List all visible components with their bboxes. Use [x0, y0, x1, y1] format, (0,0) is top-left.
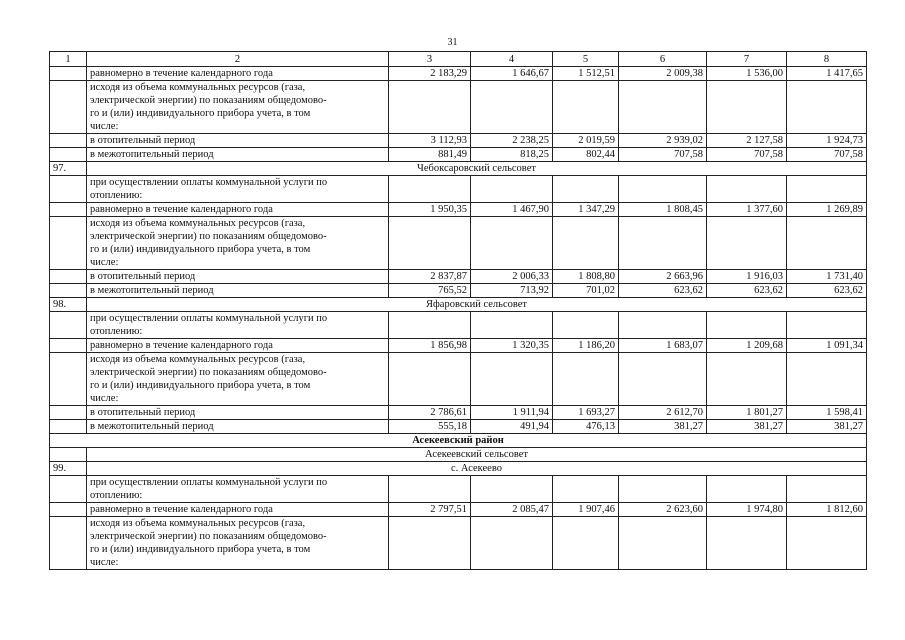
- header-cell: 3: [389, 52, 471, 67]
- tariff-table: [49, 51, 867, 570]
- table-row: [50, 148, 867, 162]
- description-line: го и (или) индивидуального прибора учета, в том: [90, 380, 311, 391]
- value-cell: 2 019,59: [553, 134, 619, 148]
- header-cell: 2: [87, 52, 389, 67]
- value-cell: 2 127,58: [707, 134, 787, 148]
- value-cell: 476,13: [553, 420, 619, 434]
- value-cell: 1 950,35: [389, 203, 471, 217]
- value-cell: [707, 517, 787, 570]
- value-cell: 1 091,34: [787, 339, 867, 353]
- value-cell: 1 974,80: [707, 503, 787, 517]
- value-cell: [707, 353, 787, 406]
- description-cell: [87, 176, 389, 203]
- row-number-cell: [50, 503, 87, 517]
- value-cell: [787, 312, 867, 339]
- value-cell: 2 183,29: [389, 67, 471, 81]
- header-row: [50, 52, 867, 67]
- description-cell: в межотопительный период: [87, 284, 389, 298]
- value-cell: 1 911,94: [471, 406, 553, 420]
- description-line: исходя из объема коммунальных ресурсов (газа,: [90, 518, 306, 529]
- header-cell: 6: [619, 52, 707, 67]
- text-row: [50, 81, 867, 134]
- value-cell: 2 009,38: [619, 67, 707, 81]
- row-number-cell: [50, 67, 87, 81]
- header-cell: 5: [553, 52, 619, 67]
- description-line: го и (или) индивидуального прибора учета, в том: [90, 544, 311, 555]
- row-number-cell: [50, 81, 87, 134]
- value-cell: [787, 176, 867, 203]
- value-cell: [471, 517, 553, 570]
- description-line: го и (или) индивидуального прибора учета, в том: [90, 244, 311, 255]
- description-line: при осуществлении оплаты коммунальной услуги по: [90, 177, 328, 188]
- value-cell: 491,94: [471, 420, 553, 434]
- description-line: исходя из объема коммунальных ресурсов (газа,: [90, 82, 306, 93]
- description-line: числе:: [90, 393, 119, 404]
- description-line: электрической энергии) по показаниям общедомово-: [90, 95, 327, 106]
- description-line: при осуществлении оплаты коммунальной услуги по: [90, 313, 328, 324]
- value-cell: [471, 81, 553, 134]
- description-line: электрической энергии) по показаниям общедомово-: [90, 367, 327, 378]
- value-cell: 701,02: [553, 284, 619, 298]
- value-cell: 381,27: [619, 420, 707, 434]
- description-line: числе:: [90, 257, 119, 268]
- text-row: [50, 176, 867, 203]
- value-cell: 1 536,00: [707, 67, 787, 81]
- value-cell: 1 683,07: [619, 339, 707, 353]
- text-row: [50, 353, 867, 406]
- description-line: числе:: [90, 557, 119, 568]
- description-line: отоплению:: [90, 326, 143, 337]
- value-cell: 707,58: [619, 148, 707, 162]
- value-cell: [389, 353, 471, 406]
- table-row: [50, 503, 867, 517]
- section-title-cell: Чебоксаровский сельсовет: [87, 162, 867, 176]
- value-cell: 713,92: [471, 284, 553, 298]
- value-cell: [471, 476, 553, 503]
- text-row: [50, 217, 867, 270]
- value-cell: 1 924,73: [787, 134, 867, 148]
- row-number-cell: [50, 420, 87, 434]
- district-row: [50, 434, 867, 448]
- description-line: электрической энергии) по показаниям общедомово-: [90, 231, 327, 242]
- value-cell: [619, 81, 707, 134]
- table-row: [50, 406, 867, 420]
- row-number-cell: [50, 517, 87, 570]
- subsection-title-cell: Асекеевский сельсовет: [87, 448, 867, 462]
- value-cell: [787, 217, 867, 270]
- value-cell: 3 112,93: [389, 134, 471, 148]
- text-row: [50, 312, 867, 339]
- row-number-cell: [50, 134, 87, 148]
- description-cell: [87, 217, 389, 270]
- value-cell: 381,27: [707, 420, 787, 434]
- value-cell: 555,18: [389, 420, 471, 434]
- value-cell: 1 377,60: [707, 203, 787, 217]
- description-cell: равномерно в течение календарного года: [87, 339, 389, 353]
- value-cell: 381,27: [787, 420, 867, 434]
- header-cell: 1: [50, 52, 87, 67]
- row-number-cell: [50, 339, 87, 353]
- value-cell: 1 269,89: [787, 203, 867, 217]
- table-row: [50, 339, 867, 353]
- value-cell: [389, 312, 471, 339]
- value-cell: [553, 476, 619, 503]
- description-line: отоплению:: [90, 190, 143, 201]
- section-row: [50, 162, 867, 176]
- district-title-cell: Асекеевский район: [50, 434, 867, 448]
- value-cell: [619, 312, 707, 339]
- value-cell: 2 797,51: [389, 503, 471, 517]
- value-cell: 1 598,41: [787, 406, 867, 420]
- row-number-cell: [50, 270, 87, 284]
- value-cell: 707,58: [707, 148, 787, 162]
- section-number-cell: 97.: [50, 162, 87, 176]
- value-cell: [553, 517, 619, 570]
- value-cell: 1 417,65: [787, 67, 867, 81]
- description-cell: [87, 476, 389, 503]
- value-cell: 1 693,27: [553, 406, 619, 420]
- value-cell: 623,62: [787, 284, 867, 298]
- table-row: [50, 270, 867, 284]
- description-line: числе:: [90, 121, 119, 132]
- value-cell: [471, 217, 553, 270]
- value-cell: [619, 517, 707, 570]
- value-cell: 2 006,33: [471, 270, 553, 284]
- section-title-cell: Яфаровский сельсовет: [87, 298, 867, 312]
- row-number-cell: [50, 312, 87, 339]
- value-cell: [707, 476, 787, 503]
- value-cell: [619, 176, 707, 203]
- value-cell: [389, 81, 471, 134]
- row-number-cell: [50, 203, 87, 217]
- row-number-cell: [50, 176, 87, 203]
- value-cell: 1 209,68: [707, 339, 787, 353]
- value-cell: 1 907,46: [553, 503, 619, 517]
- description-cell: [87, 81, 389, 134]
- description-cell: [87, 353, 389, 406]
- description-line: го и (или) индивидуального прибора учета, в том: [90, 108, 311, 119]
- value-cell: [389, 476, 471, 503]
- value-cell: [553, 176, 619, 203]
- description-line: электрической энергии) по показаниям общедомово-: [90, 531, 327, 542]
- description-cell: в отопительный период: [87, 134, 389, 148]
- value-cell: 1 801,27: [707, 406, 787, 420]
- description-line: при осуществлении оплаты коммунальной услуги по: [90, 477, 328, 488]
- value-cell: [619, 217, 707, 270]
- value-cell: [471, 176, 553, 203]
- description-line: исходя из объема коммунальных ресурсов (газа,: [90, 354, 306, 365]
- value-cell: [619, 476, 707, 503]
- row-number-cell: [50, 476, 87, 503]
- description-cell: равномерно в течение календарного года: [87, 67, 389, 81]
- description-cell: равномерно в течение календарного года: [87, 203, 389, 217]
- value-cell: 2 663,96: [619, 270, 707, 284]
- value-cell: 1 731,40: [787, 270, 867, 284]
- description-line: исходя из объема коммунальных ресурсов (газа,: [90, 218, 306, 229]
- value-cell: 1 812,60: [787, 503, 867, 517]
- value-cell: 802,44: [553, 148, 619, 162]
- description-cell: в отопительный период: [87, 270, 389, 284]
- value-cell: [787, 353, 867, 406]
- value-cell: 2 939,02: [619, 134, 707, 148]
- value-cell: 2 085,47: [471, 503, 553, 517]
- section-number-cell: 98.: [50, 298, 87, 312]
- value-cell: [471, 312, 553, 339]
- value-cell: 623,62: [707, 284, 787, 298]
- description-cell: [87, 517, 389, 570]
- value-cell: [707, 217, 787, 270]
- description-cell: равномерно в течение календарного года: [87, 503, 389, 517]
- row-number-cell: [50, 148, 87, 162]
- description-cell: в отопительный период: [87, 406, 389, 420]
- text-row: [50, 476, 867, 503]
- value-cell: [389, 217, 471, 270]
- value-cell: 1 467,90: [471, 203, 553, 217]
- description-line: отоплению:: [90, 490, 143, 501]
- value-cell: 2 786,61: [389, 406, 471, 420]
- description-cell: в межотопительный период: [87, 148, 389, 162]
- section-row: [50, 298, 867, 312]
- value-cell: [707, 176, 787, 203]
- value-cell: [787, 81, 867, 134]
- value-cell: 765,52: [389, 284, 471, 298]
- table-row: [50, 203, 867, 217]
- value-cell: 2 238,25: [471, 134, 553, 148]
- section-number-cell: 99.: [50, 462, 87, 476]
- value-cell: 1 186,20: [553, 339, 619, 353]
- row-number-cell: [50, 406, 87, 420]
- value-cell: 1 347,29: [553, 203, 619, 217]
- value-cell: 1 512,51: [553, 67, 619, 81]
- value-cell: [619, 353, 707, 406]
- value-cell: [553, 217, 619, 270]
- value-cell: 623,62: [619, 284, 707, 298]
- text-row: [50, 517, 867, 570]
- subsection-row: [50, 448, 867, 462]
- table-row: [50, 134, 867, 148]
- value-cell: 1 320,35: [471, 339, 553, 353]
- section-title-cell: с. Асекеево: [87, 462, 867, 476]
- section-row: [50, 462, 867, 476]
- value-cell: [389, 176, 471, 203]
- value-cell: [553, 81, 619, 134]
- table-row: [50, 420, 867, 434]
- value-cell: 707,58: [787, 148, 867, 162]
- value-cell: [787, 476, 867, 503]
- value-cell: 1 646,67: [471, 67, 553, 81]
- row-number-cell: [50, 353, 87, 406]
- value-cell: [707, 312, 787, 339]
- header-cell: 8: [787, 52, 867, 67]
- value-cell: [389, 517, 471, 570]
- value-cell: 1 808,80: [553, 270, 619, 284]
- value-cell: 2 837,87: [389, 270, 471, 284]
- page-number: 31: [447, 37, 458, 48]
- row-number-cell: [50, 217, 87, 270]
- row-number-cell: [50, 284, 87, 298]
- value-cell: 881,49: [389, 148, 471, 162]
- header-cell: 4: [471, 52, 553, 67]
- value-cell: 2 612,70: [619, 406, 707, 420]
- value-cell: 1 916,03: [707, 270, 787, 284]
- header-cell: 7: [707, 52, 787, 67]
- value-cell: 1 808,45: [619, 203, 707, 217]
- value-cell: 1 856,98: [389, 339, 471, 353]
- value-cell: [553, 312, 619, 339]
- description-cell: [87, 312, 389, 339]
- value-cell: [553, 353, 619, 406]
- table-row: [50, 284, 867, 298]
- value-cell: 2 623,60: [619, 503, 707, 517]
- value-cell: [471, 353, 553, 406]
- table-row: [50, 67, 867, 81]
- row-number-cell: [50, 448, 87, 462]
- value-cell: [707, 81, 787, 134]
- description-cell: в межотопительный период: [87, 420, 389, 434]
- value-cell: [787, 517, 867, 570]
- value-cell: 818,25: [471, 148, 553, 162]
